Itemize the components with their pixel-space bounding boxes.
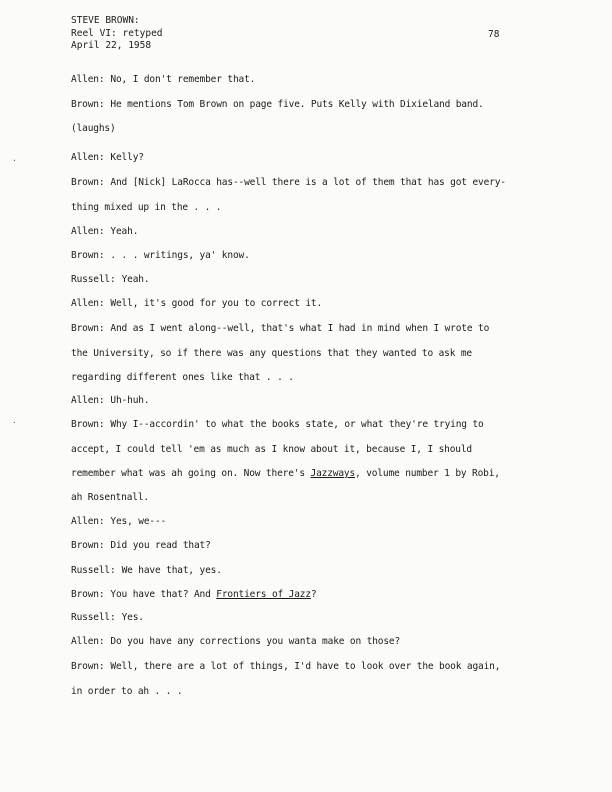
speaker-label: Allen: [71,516,105,527]
speaker-label: Allen: [71,395,105,406]
utterance-text: You have that? And [110,589,217,600]
speaker-label: Allen: [71,152,105,163]
utterance-text: Well, there are a lot of things, I'd have to look over the book again, [110,661,501,672]
underlined-title: Jazzways [310,468,356,479]
utterance-text: And [Nick] LaRocca has--well there is a lot of them that has got every- [110,177,506,188]
utterance-text: Uh-huh. [110,395,150,406]
transcript-line [71,99,484,110]
utterance-text: Did you read that? [110,540,211,551]
utterance-text: Kelly? [110,152,144,163]
transcript-line [71,74,255,85]
speaker-label: Brown: [71,323,105,334]
transcript-line [71,348,472,359]
speaker-label: Russell: [71,612,116,623]
page-number: 78 [488,29,500,40]
utterance-text: accept, I could tell 'em as much as I know about it, because I, I should [71,444,473,455]
utterance-text: Why I--accordin' to what the books state, or what they're trying to [110,419,484,430]
transcript-line [71,123,116,134]
transcript-line [71,372,294,383]
transcript-line [71,323,489,334]
transcript-line [71,298,322,309]
transcript-line [71,226,138,237]
speaker-label: Allen: [71,74,105,85]
utterance-text: No, I don't remember that. [110,74,256,85]
utterance-text: Yeah. [110,226,139,237]
transcript-line [71,177,506,188]
underlined-title: Frontiers of Jazz [216,589,311,600]
speaker-label: Brown: [71,661,105,672]
transcript-line [71,661,500,672]
speaker-label: Brown: [71,540,105,551]
transcript-line [71,419,484,430]
utterance-text-continued: , volume number 1 by Robi, [355,468,500,479]
utterance-text: And as I went along--well, that's what I had in mind when I wrote to [110,323,490,334]
speaker-label: Russell: [71,565,116,576]
utterance-text: Yes. [121,612,144,623]
utterance-text: in order to ah . . . [71,686,183,697]
reel-label: Reel VI: retyped [71,27,163,39]
speaker-label: Brown: [71,99,105,110]
utterance-text: the University, so if there was any questions that they wanted to ask me [71,348,473,359]
utterance-text: ah Rosentnall. [71,492,149,503]
transcript-line [71,395,149,406]
transcript-line [71,686,182,697]
speaker-label: Allen: [71,226,105,237]
transcript-line [71,612,144,623]
transcript-line [71,492,149,503]
speaker-label: Allen: [71,636,105,647]
utterance-text: He mentions Tom Brown on page five. Puts Kelly with Dixieland band. [110,99,484,110]
utterance-text: Do you have any corrections you wanta make on those? [110,636,401,647]
transcript-line [71,636,400,647]
transcript-line [71,589,317,600]
utterance-text: Yes, we--- [110,516,167,527]
transcript-line [71,516,166,527]
speaker-label: Russell: [71,274,116,285]
speaker-label: Brown: [71,250,105,261]
utterance-text: Well, it's good for you to correct it. [110,298,323,309]
interviewee-name: STEVE BROWN: [71,15,140,26]
speaker-label: Allen: [71,298,105,309]
speaker-label: Brown: [71,177,105,188]
speaker-label: Brown: [71,419,105,430]
utterance-text: (laughs) [71,123,116,134]
scan-speck: · [12,156,17,165]
utterance-text: remember what was ah going on. Now there's [71,468,311,479]
transcript-line [71,274,149,285]
utterance-text: . . . writings, ya' know. [110,250,250,261]
utterance-text: regarding different ones like that . . . [71,372,294,383]
utterance-text-continued: ? [310,589,317,600]
transcript-line [71,250,250,261]
utterance-text: thing mixed up in the . . . [71,202,222,213]
document-header [71,15,163,53]
interview-date: April 22, 1958 [71,40,152,51]
speaker-label: Brown: [71,589,105,600]
utterance-text: Yeah. [121,274,150,285]
transcript-line [71,444,472,455]
utterance-text: We have that, yes. [121,565,222,576]
transcript-line [71,565,222,576]
scan-speck: · [12,418,17,427]
transcript-line [71,152,144,163]
transcript-line [71,468,500,479]
transcript-line [71,202,221,213]
transcript-line [71,540,211,551]
